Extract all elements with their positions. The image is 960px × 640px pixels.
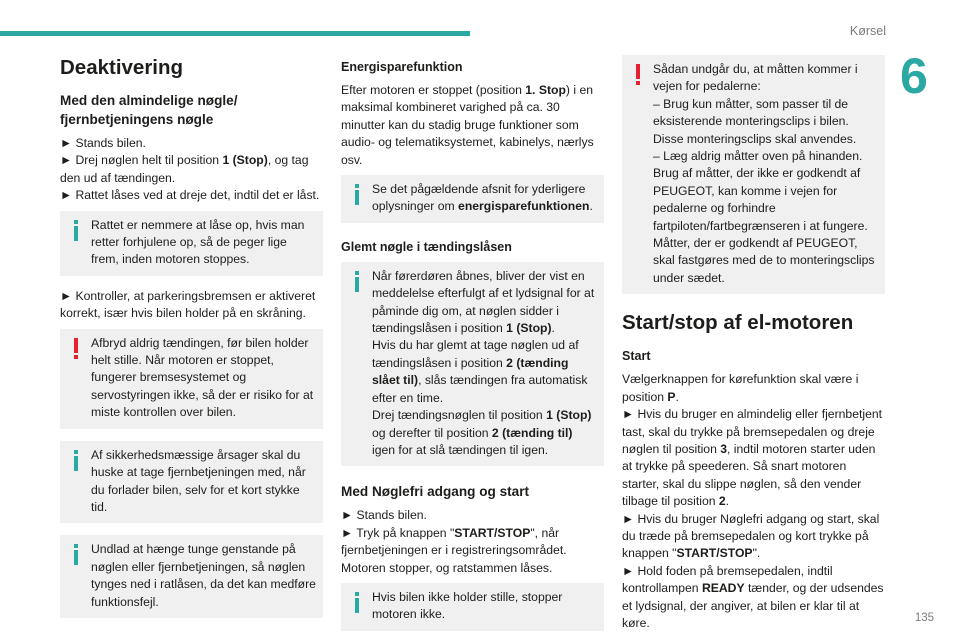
steps-standard-key: ► Stands bilen. ► Drej nøglen helt til position 1 (Stop), og tag den ud af tændingen. ► Rattet låses ved at dreje det, indtil det er låst. [60, 136, 320, 203]
info-note-heavy-objects: Undlad at hænge tunge genstande på nøglen eller fjernbetjeningen, så nøglen tynges ned i ratlåsen, da det kan medføre funktionsfejl. [60, 535, 323, 618]
info-icon [353, 184, 361, 205]
heading-deaktivering: Deaktivering [60, 56, 184, 79]
info-note-steering-lock: Rattet er nemmere at låse op, hvis man retter forhjulene op, så de peger lige frem, inden motoren stoppes. [60, 211, 323, 276]
header-accent-bar [0, 31, 470, 36]
info-note-not-stationary: Hvis bilen ikke holder stille, stopper motoren ikke. [341, 583, 604, 631]
warning-note-ignition: Afbryd aldrig tændingen, før bilen holder helt stille. Når motoren er stoppet, fungerer bremsesystemet og servostyringen ikke, så der er risiko for at miste kontrollen over bilen. [60, 329, 323, 429]
heading-keyless: Med Nøglefri adgang og start [341, 484, 530, 500]
info-note-remote: Af sikkerhedsmæssige årsager skal du huske at tage fjernbetjeningen med, når du forlader bilen, selv for et kort stykke tid. [60, 441, 323, 524]
steps-keyless: ► Stands bilen. ► Tryk på knappen "START/STOP", når fjernbetjeningen er i registreringsområdet. Motoren stopper, og ratstammen låses. [341, 508, 567, 575]
info-note-forgotten-key: Når førerdøren åbnes, bliver der vist en meddelelse efterfulgt af et lydsignal for at påminde dig om, at nøglen sidder i tændingslåsen i position 1 (Stop). Hvis du har glemt at tage nøglen ud af tændingslåsen i position 2 (tænding slået til), slås tændingen fra automatisk efter en time. Drej tændingsnøglen til position 1 (Stop) og derefter til position 2 (tænding til) igen for at slå tændingen til igen. [341, 262, 604, 466]
info-icon [72, 544, 80, 565]
warning-note-floor-mats: Sådan undgår du, at måtten kommer i vejen for pedalerne: – Brug kun måtter, som passer til de eksisterende monteringsclips i bilen. Disse monteringsclips skal anvendes. – Læg aldrig måtter oven på hinanden. Brug af måtter, der ikke er godkendt af PEUGEOT, kan komme i vejen for pedalerne og forhindre fartpiloten/fartbegrænseren i at fungere. Måtter, der er godkendt af PEUGEOT, skal fastgøres med de to monteringsclips under sædet. [622, 55, 885, 294]
info-icon [72, 450, 80, 471]
info-icon [353, 271, 361, 292]
info-note-energy-saving: Se det pågældende afsnit for yderligere oplysninger om energisparefunktionen. [341, 175, 604, 223]
info-icon [72, 220, 80, 241]
step-parking-brake: ► Kontroller, at parkeringsbremsen er aktiveret korrekt, især hvis bilen holder på en skråning. [60, 288, 316, 321]
heading-forgotten-key: Glemt nøgle i tændingslåsen [341, 239, 512, 254]
energy-saving-text: Efter motoren er stoppet (position 1. Stop) i en maksimal kombineret varighed på ca. 30 minutter kan du stadig bruge funktioner som audio- og telematiksystemet, kabinelys, nærlys osv. [341, 83, 594, 167]
chapter-number: 6 [900, 44, 960, 108]
warning-icon [72, 338, 80, 359]
column-middle [341, 55, 604, 640]
heading-start-stop: Start/stop af el-motoren [622, 311, 854, 335]
heading-standard-key: Med den almindelige nøgle/ fjernbetjeningens nøgle [60, 93, 238, 127]
start-instructions: Vælgerknappen for kørefunktion skal være i position P. ► Hvis du bruger en almindelig eller fjernbetjent tast, skal du trykke på bremsepedalen og dreje nøglen til position 3, indtil motoren starter uden at trykke på speederen. Så snart motoren starter, skal du slippe nøglen, så den vender tilbage til position 2. ► Hvis du bruger Nøglefri adgang og start, skal du træde på bremsepedalen og kort trykke på knappen "START/STOP". ► Hold foden på bremsepedalen, indtil kontrollampen READY tænder, og der udsendes et lydsignal, der angiver, at bilen er klar til at køre. [622, 372, 884, 630]
page-number: 135 [914, 612, 934, 624]
column-right [622, 55, 885, 638]
warning-icon [634, 64, 642, 85]
info-icon [353, 592, 361, 613]
heading-energy-saving: Energisparefunktion [341, 60, 463, 74]
heading-start: Start [622, 349, 651, 364]
column-left [60, 55, 323, 630]
section-label: Kørsel [849, 24, 886, 38]
